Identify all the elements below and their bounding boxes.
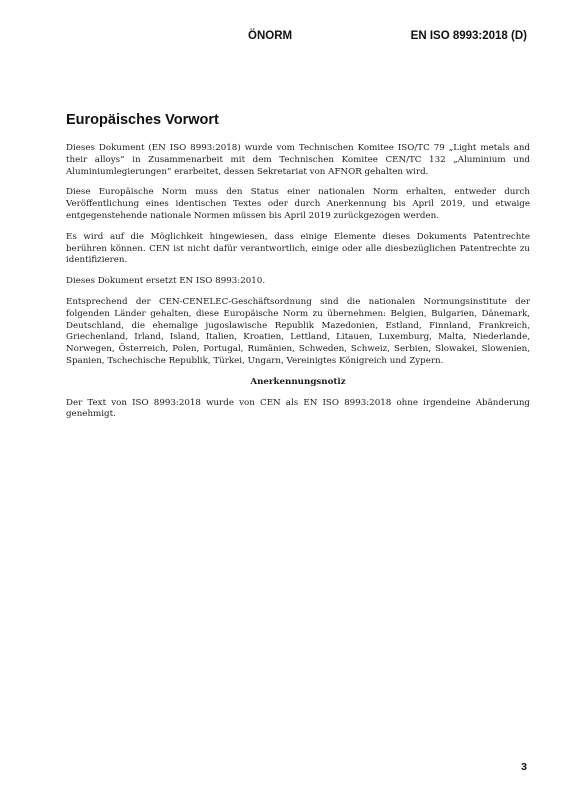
paragraph-member-countries: Entsprechend der CEN-CENELEC-Geschäftsordnung sind die nationalen Normungsinstitute der folgenden Länder gehalten, diese Europäische Norm zu übernehmen: Belgien, Bulgarien, Dänemark, Deutschland, die ehemalige jugoslawische Republik Mazedonien, Estland, Finnland, Frankreich, Griechenland, Irland, Island, Italien, Kroatien, Lettland, Litauen, Luxemburg, Malta, Niederlande, Norwegen, Österreich, Polen, Portugal, Rumänien, Schweden, Schweiz, Serbien, Slowakei, Slowenien, Spanien, Tschechische Republik, Türkei, Ungarn, Vereinigtes Königreich und Zypern.	[66, 296, 530, 366]
header-document-number: EN ISO 8993:2018 (D)	[410, 30, 527, 42]
section-title: Europäisches Vorwort	[66, 112, 219, 128]
paragraph-endorsement: Der Text von ISO 8993:2018 wurde von CEN als EN ISO 8993:2018 ohne irgendeine Abänderung genehmigt.	[66, 397, 530, 420]
paragraph-national-status: Diese Europäische Norm muss den Status einer nationalen Norm erhalten, entweder durch Veröffentlichung eines identischen Textes oder durch Anerkennung bis April 2019, und etwaige entgegenstehende nationale Normen müssen bis April 2019 zurückgezogen werden.	[66, 187, 530, 221]
paragraph-patent-notice: Es wird auf die Möglichkeit hingewiesen, dass einige Elemente dieses Dokuments Patentrechte berühren können. CEN ist nicht dafür verantwortlich, einige oder alle diesbezüglichen Patentrechte zu identifizieren.	[66, 231, 530, 266]
header-standard-body: ÖNORM	[248, 30, 293, 42]
page-number: 3	[521, 761, 527, 773]
section-body	[66, 143, 530, 430]
paragraph-supersedes: Dieses Dokument ersetzt EN ISO 8993:2010.	[66, 276, 266, 287]
subheading-endorsement: Anerkennungsnotiz	[250, 376, 346, 387]
paragraph-document-origin: Dieses Dokument (EN ISO 8993:2018) wurde vom Technischen Komitee ISO/TC 79 „Light metals and their alloys“ in Zusammenarbeit mit dem Technischen Komitee CEN/TC 132 „Aluminium und Aluminiumlegierungen“ erarbeitet, dessen Sekretariat von AFNOR gehalten wird.	[66, 143, 530, 177]
